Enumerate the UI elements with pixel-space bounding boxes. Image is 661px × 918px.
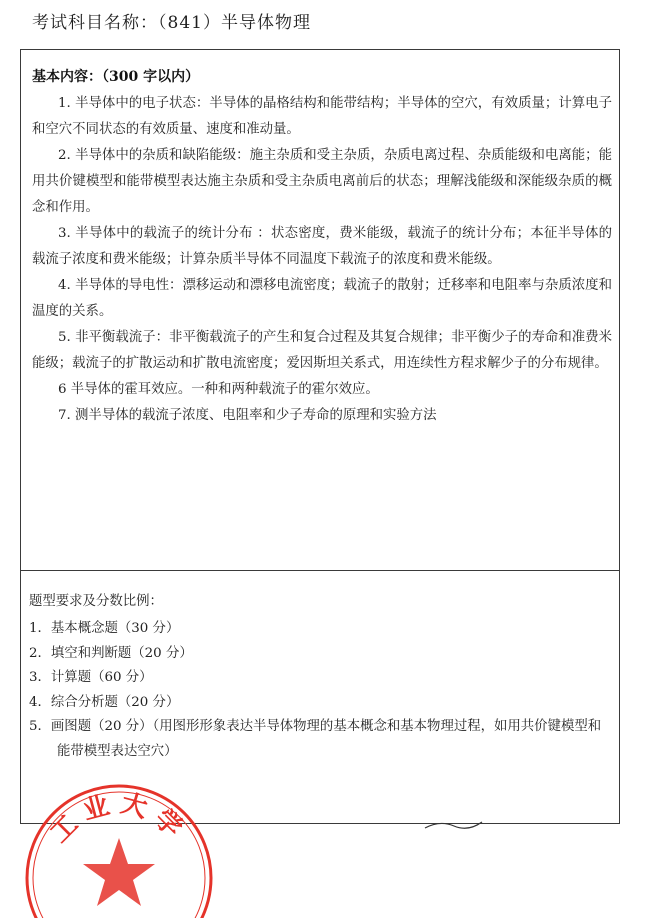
content-item: 1. 半导体中的电子状态：半导体的晶格结构和能带结构；半导体的空穴，有效质量；计算电子和空穴不同状态的有效质量、速度和准动量。 xyxy=(32,96,612,137)
requirement-item: 1．基本概念题（30 分） xyxy=(29,621,180,636)
svg-text:工业大学: 工业大学 xyxy=(44,788,194,850)
content-item: 7. 测半导体的载流子浓度、电阻率和少子寿命的原理和实验方法 xyxy=(58,408,437,423)
official-seal-icon xyxy=(14,768,224,918)
requirement-item: 2．填空和判断题（20 分） xyxy=(29,645,193,661)
requirements-heading: 题型要求及分数比例： xyxy=(29,594,163,609)
requirements-list xyxy=(29,617,613,764)
content-item: 5. 非平衡载流子：非平衡载流子的产生和复合过程及其复合规律；非平衡少子的寿命和准费米能级；载流子的扩散运动和扩散电流密度；爱因斯坦关系式，用连续性方程求解少子的分布规律。 xyxy=(32,330,612,371)
syllabus-frame xyxy=(20,49,620,824)
content-item: 2. 半导体中的杂质和缺陷能级：施主杂质和受主杂质，杂质电离过程、杂质能级和电离能；能用共价键模型和能带模型表达施主杂质和受主杂质电离前后的状态；理解浅能级和深能级杂质的概念和作用。 xyxy=(32,148,612,215)
content-body xyxy=(32,91,612,429)
content-item: 6 半导体的霍耳效应。一种和两种载流子的霍尔效应。 xyxy=(58,382,379,397)
content-item: 4. 半导体的导电性：漂移运动和漂移电流密度；载流子的散射；迁移率和电阻率与杂质浓度和温度的关系。 xyxy=(32,278,612,319)
content-heading: 基本内容：（300 字以内） xyxy=(32,69,200,85)
requirement-item: 5．画图题（20 分）（用图形形象表达半导体物理的基本概念和基本物理过程，如用共价键模型和能带模型表达空穴） xyxy=(29,719,602,759)
requirement-item: 3．计算题（60 分） xyxy=(29,670,153,685)
pen-mark-icon xyxy=(420,806,510,836)
content-item: 3. 半导体中的载流子的统计分布 ：状态密度，费米能级，载流子的统计分布；本征半导体的载流子浓度和费米能级；计算杂质半导体不同温度下载流子的浓度和费米能级。 xyxy=(32,226,612,267)
requirement-item: 4．综合分析题（20 分） xyxy=(29,694,180,710)
section-divider xyxy=(21,570,619,571)
subject-title: 考试科目名称：（841）半导体物理 xyxy=(32,13,311,33)
